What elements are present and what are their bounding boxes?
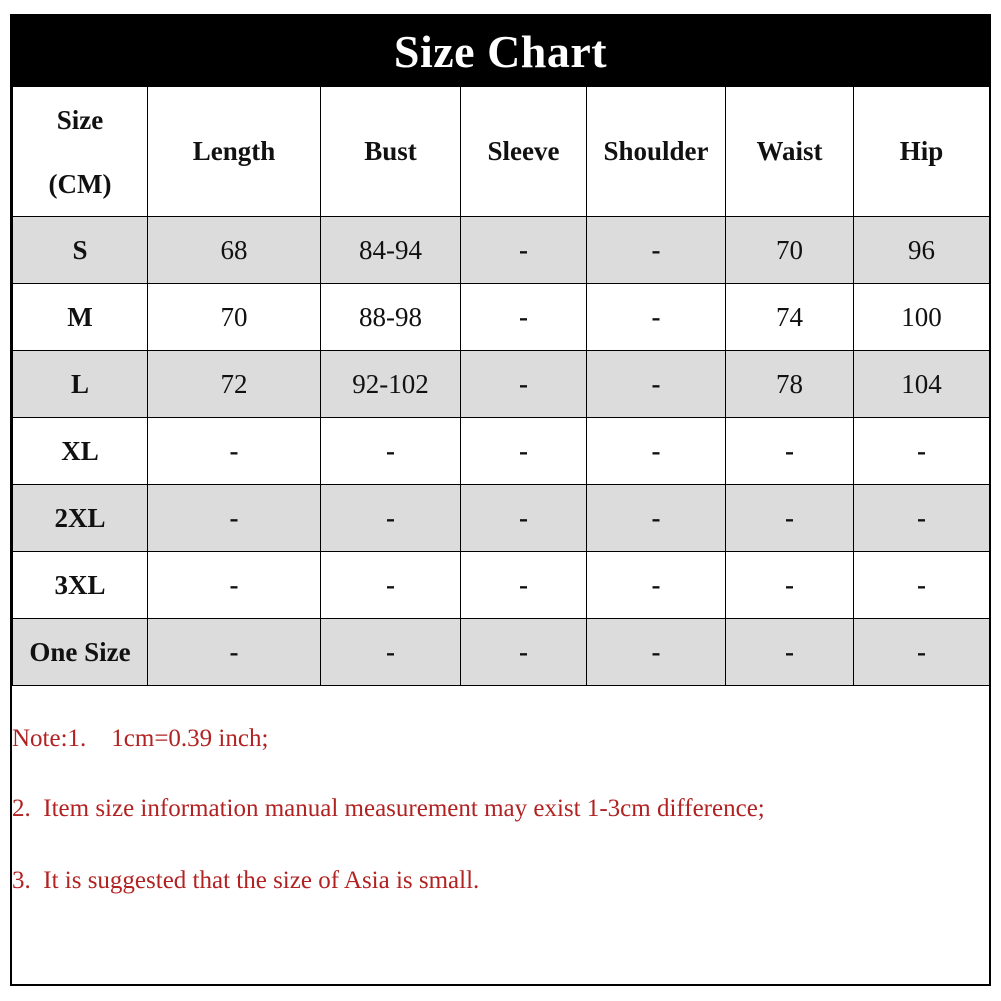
cell-hip: -: [854, 485, 990, 552]
header-shoulder: Shoulder: [587, 87, 726, 217]
row-size-label: XL: [13, 418, 148, 485]
cell-length: 70: [148, 284, 321, 351]
cell-hip: -: [854, 418, 990, 485]
cell-length: 68: [148, 217, 321, 284]
cell-shoulder: -: [587, 284, 726, 351]
header-size-unit: (CM): [48, 168, 112, 199]
table-row: [13, 552, 990, 619]
header-row: [13, 87, 990, 217]
cell-waist: 74: [726, 284, 854, 351]
header-length: Length: [148, 87, 321, 217]
cell-waist: -: [726, 552, 854, 619]
cell-length: 72: [148, 351, 321, 418]
row-size-label: M: [13, 284, 148, 351]
cell-shoulder: -: [587, 418, 726, 485]
cell-sleeve: -: [461, 284, 587, 351]
cell-hip: 104: [854, 351, 990, 418]
table-row: [13, 418, 990, 485]
cell-hip: -: [854, 619, 990, 686]
row-size-label: S: [13, 217, 148, 284]
cell-waist: 78: [726, 351, 854, 418]
row-size-label: One Size: [13, 619, 148, 686]
row-size-label: L: [13, 351, 148, 418]
cell-bust: -: [321, 552, 461, 619]
chart-title: Size Chart: [12, 16, 989, 86]
cell-shoulder: -: [587, 552, 726, 619]
cell-length: -: [148, 418, 321, 485]
cell-sleeve: -: [461, 351, 587, 418]
note-1: Note:1. 1cm=0.39 inch;: [12, 725, 269, 752]
cell-bust: -: [321, 485, 461, 552]
cell-sleeve: -: [461, 418, 587, 485]
size-chart-frame: [10, 14, 991, 986]
table-row: [13, 619, 990, 686]
cell-waist: 70: [726, 217, 854, 284]
size-table: [12, 86, 990, 686]
cell-hip: 96: [854, 217, 990, 284]
row-size-label: 3XL: [13, 552, 148, 619]
cell-bust: -: [321, 619, 461, 686]
cell-bust: 84-94: [321, 217, 461, 284]
cell-sleeve: -: [461, 485, 587, 552]
header-size-label: Size: [56, 104, 104, 135]
table-row: [13, 485, 990, 552]
cell-bust: 92-102: [321, 351, 461, 418]
cell-length: -: [148, 619, 321, 686]
table-row: [13, 284, 990, 351]
cell-shoulder: -: [587, 217, 726, 284]
table-row: [13, 217, 990, 284]
cell-hip: 100: [854, 284, 990, 351]
header-size: [13, 87, 148, 217]
note-3: 3. It is suggested that the size of Asia is small.: [12, 867, 480, 894]
cell-shoulder: -: [587, 351, 726, 418]
header-sleeve: Sleeve: [461, 87, 587, 217]
cell-length: -: [148, 552, 321, 619]
cell-shoulder: -: [587, 485, 726, 552]
cell-sleeve: -: [461, 619, 587, 686]
row-size-label: 2XL: [13, 485, 148, 552]
cell-shoulder: -: [587, 619, 726, 686]
cell-waist: -: [726, 418, 854, 485]
header-bust: Bust: [321, 87, 461, 217]
note-2: 2. Item size information manual measurement may exist 1-3cm difference;: [12, 795, 765, 822]
table-row: [13, 351, 990, 418]
header-waist: Waist: [726, 87, 854, 217]
cell-waist: -: [726, 619, 854, 686]
cell-sleeve: -: [461, 217, 587, 284]
cell-waist: -: [726, 485, 854, 552]
cell-bust: -: [321, 418, 461, 485]
cell-sleeve: -: [461, 552, 587, 619]
cell-length: -: [148, 485, 321, 552]
header-hip: Hip: [854, 87, 990, 217]
cell-bust: 88-98: [321, 284, 461, 351]
cell-hip: -: [854, 552, 990, 619]
